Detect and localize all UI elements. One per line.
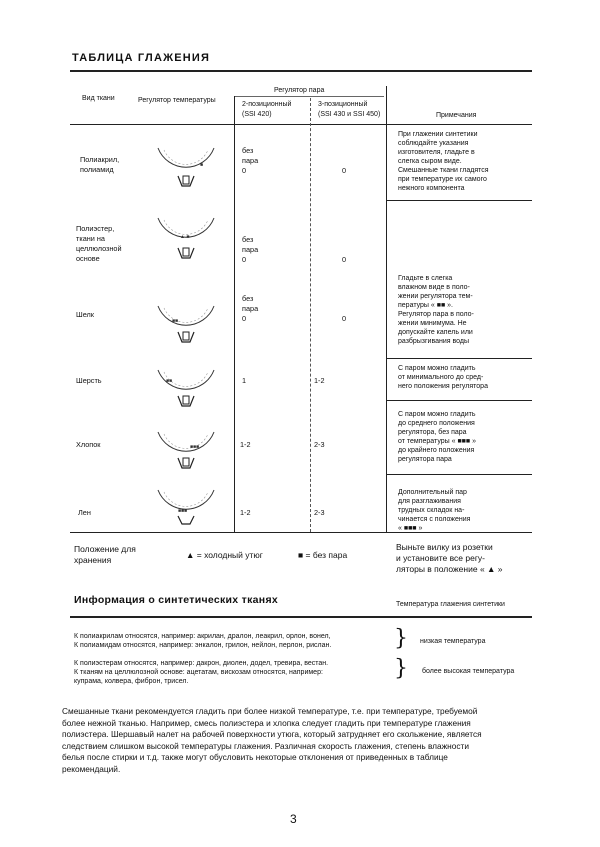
header-notes: Примечания <box>436 112 477 119</box>
row-sep-4 <box>386 474 532 475</box>
row5-temp-dial-icon <box>150 426 222 478</box>
row6-note: Дополнительный пар для разглаживания трудных складок на- чинается с положения « ■■■ » <box>398 489 471 532</box>
svg-text:■■■: ■■■ <box>190 444 200 450</box>
header-steam-line <box>234 96 384 97</box>
row3-note: Гладьте в слегка влажном виде в поло- жении регулятора тем- пературы « ■■ ». Регулятор пара в поло- жении минимума. Не допускайте капель или разбрызгивания воды <box>398 275 474 345</box>
group2-brace: } <box>394 656 408 681</box>
header-fabric: Вид ткани <box>82 95 115 102</box>
row5-fabric: Хлопок <box>76 440 101 449</box>
mixed-fabrics-paragraph: Смешанные ткани рекомендуется гладить при более низкой температуре, т.е. при температуре, требуемой более нежной тканью. Например, смесь полиэстера и хлопка следует гладить при температуре глажения полиэстера. Шершавый налет на рабочей поверхности утюга, который затрудняет его скольжение, является следствием слишком высокой температуры глажения. Различная скорость глажения, степень влажности белья после стирки и т.д. также могут обусловить некоторые отклонения от приведенных в таблице рекомендаций. <box>62 706 482 774</box>
page-number: 3 <box>290 812 297 826</box>
row5-note: С паром можно гладить до среднего положения регулятора, без пара от температуры « ■■■ » до крайнего положения регулятора пара <box>398 411 476 463</box>
col-sep-steam <box>234 96 235 532</box>
row6-steam2: 1-2 <box>240 508 251 517</box>
row1-steam3: 0 <box>342 166 347 175</box>
row4-note: С паром можно гладить от минимального до сред- него положения регулятора <box>398 365 488 390</box>
row1-fabric: Полиакрил, полиамид <box>80 155 120 174</box>
row-sep-2 <box>386 358 532 359</box>
header-temp-regulator: Регулятор температуры <box>138 97 216 104</box>
col-sep-notes <box>386 86 387 532</box>
synthetics-title: Информация о синтетических тканях <box>74 594 279 606</box>
svg-text:■■: ■■ <box>172 318 179 324</box>
row5-steam2: 1-2 <box>240 440 251 449</box>
synthetics-group1: К полиакрилам относятся, например: акрилан, дралон, леакрил, орлон, вонел, К полиамидам относятся, например: энкалон, грилон, нейлон, перлон, рислан. <box>74 633 332 649</box>
title-underline <box>70 70 532 72</box>
row4-steam2: 1 <box>242 376 247 385</box>
row1-steam2: без пара 0 <box>242 146 259 175</box>
header-bottom-rule <box>70 124 532 125</box>
row4-steam3: 1-2 <box>314 376 325 385</box>
row3-temp-dial-icon <box>150 300 222 352</box>
row6-steam3: 2-3 <box>314 508 325 517</box>
row6-fabric: Лен <box>78 508 91 517</box>
synthetics-temp-header: Температура глажения синтетики <box>396 601 505 608</box>
header-pos2-line2: (SSI 420) <box>242 111 272 118</box>
header-pos2-line1: 2-позиционный <box>242 101 292 108</box>
synthetics-group2: К полиэстерам относятся, например: дакрон, диолен, додел, тревира, вестан. К тканям на целлюлозной основе: ацетатам, вискозам относятся, например: купрама, колвера, фиброн, трисел. <box>74 660 329 685</box>
svg-text:■■■: ■■■ <box>178 508 188 514</box>
row4-temp-dial-icon <box>150 364 222 416</box>
header-pos3-line1: 3-позиционный <box>318 101 368 108</box>
row3-steam3: 0 <box>342 314 347 323</box>
row1-note: При глажении синтетики соблюдайте указания изготовителя, гладьте в слегка сыром виде. Смешанные ткани гладятся при температуре их самого нежного компонента <box>398 131 489 192</box>
row1-temp-dial-icon <box>150 140 222 200</box>
row5-steam3: 2-3 <box>314 440 325 449</box>
row4-fabric: Шерсть <box>76 376 102 385</box>
svg-text:▲ ■: ▲ ■ <box>180 234 190 240</box>
row2-steam2: без пара 0 <box>242 235 259 264</box>
storage-note: Выньте вилку из розетки и установите все регу- ляторы в положение « ▲ » <box>396 542 503 574</box>
synthetics-group1-temp: низкая температура <box>420 638 486 645</box>
svg-text:■: ■ <box>200 162 204 168</box>
col-sep-pos <box>310 98 311 532</box>
synthetics-rule <box>70 616 532 618</box>
row-sep-3 <box>386 400 532 401</box>
header-pos3-line2: (SSI 430 и SSI 450) <box>318 111 381 118</box>
row2-temp-dial-icon <box>150 210 222 270</box>
storage-cold-legend: ▲ = холодный утюг <box>186 550 263 560</box>
storage-nosteam-legend: ■ = без пара <box>298 550 348 560</box>
group1-brace: } <box>394 626 408 651</box>
row2-fabric: Полиэстер, ткани на целлюлозной основе <box>76 224 122 263</box>
synthetics-group2-temp: более высокая температура <box>422 668 515 675</box>
row-sep-1 <box>386 200 532 201</box>
row3-fabric: Шелк <box>76 310 94 319</box>
header-steam-regulator: Регулятор пара <box>274 87 325 94</box>
row3-steam2: без пара 0 <box>242 294 259 323</box>
page-title: ТАБЛИЦА ГЛАЖЕНИЯ <box>72 52 211 64</box>
row2-steam3: 0 <box>342 255 347 264</box>
svg-text:■■: ■■ <box>166 378 173 384</box>
storage-label: Положение для хранения <box>74 544 136 565</box>
row6-temp-dial-icon <box>150 484 222 530</box>
